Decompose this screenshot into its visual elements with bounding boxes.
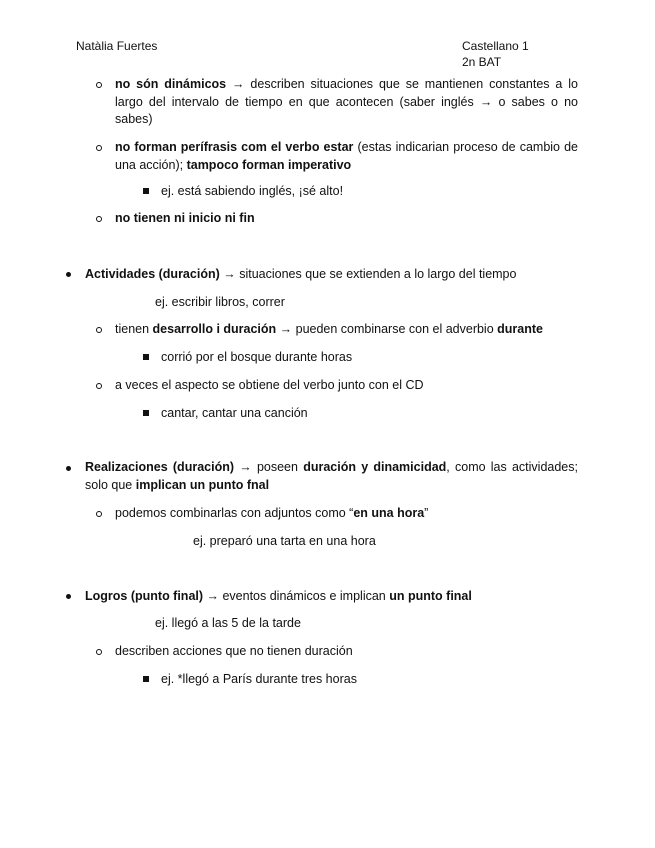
example-text: ej. *llegó a París durante tres horas (161, 672, 357, 686)
example-text: ej. llegó a las 5 de la tarde (155, 616, 301, 630)
bullet-icon (66, 594, 71, 599)
circle-bullet-icon (96, 649, 102, 655)
section-heading: Actividades (duración) → situaciones que se extienden a lo largo del tiempo (85, 267, 517, 281)
bold-term: duración y dinamicidad (303, 460, 447, 474)
list-item: no forman perífrasis com el verbo estar (estas indicarian proceso de cambio de una acción); tampoco forman imperativo (115, 140, 578, 172)
bold-term: Actividades (duración) (85, 267, 220, 281)
bold-term: desarrollo i duración (152, 322, 277, 336)
list-item: tienen desarrollo i duración → pueden combinarse con el adverbio durante (115, 322, 543, 336)
example-text: corrió por el bosque durante horas (161, 350, 353, 364)
circle-bullet-icon (96, 216, 102, 222)
bold-term: implican un punto fnal (135, 477, 270, 492)
list-item: no són dinámicos → describen situaciones que se mantienen constantes a lo largo del intervalo de tiempo en que acontecen (saber inglés → o sabes o no sabes) (115, 77, 579, 126)
bold-term: no tienen ni inicio ni fin (115, 211, 255, 225)
list-item (115, 210, 255, 227)
bullet-icon (66, 466, 71, 471)
section-heading: Realizaciones (duración) → poseen duración y dinamicidad, como las actividades; solo que implican un punto fnal (85, 460, 578, 492)
bold-term: Logros (punto final) (85, 589, 204, 603)
square-bullet-icon (143, 676, 149, 682)
header-course: Castellano 1 (462, 39, 529, 53)
bold-term: Realizaciones (duración) (85, 460, 235, 474)
bold-term: en una hora (353, 506, 425, 520)
example-text: ej. está sabiendo inglés, ¡sé alto! (161, 184, 344, 198)
bold-term: durante (497, 322, 543, 336)
section-heading: Logros (punto final) → eventos dinámicos e implican un punto final (85, 589, 472, 603)
example-text: ej. escribir libros, correr (155, 295, 285, 309)
list-item: describen acciones que no tienen duración (115, 644, 353, 658)
square-bullet-icon (143, 188, 149, 194)
list-item: podemos combinarlas con adjuntos como “en una hora” (115, 506, 429, 520)
square-bullet-icon (143, 354, 149, 360)
circle-bullet-icon (96, 511, 102, 517)
circle-bullet-icon (96, 145, 102, 151)
circle-bullet-icon (96, 383, 102, 389)
bold-term: tampoco forman imperativo (186, 157, 352, 172)
bold-term: no són dinámicos (115, 77, 227, 91)
square-bullet-icon (143, 410, 149, 416)
bold-term: un punto final (389, 589, 472, 603)
example-text: ej. preparó una tarta en una hora (193, 534, 376, 548)
bullet-icon (66, 272, 71, 277)
header-group: 2n BAT (462, 55, 502, 69)
circle-bullet-icon (96, 327, 102, 333)
list-item: a veces el aspecto se obtiene del verbo junto con el CD (115, 378, 424, 392)
circle-bullet-icon (96, 82, 102, 88)
example-text: cantar, cantar una canción (161, 406, 308, 420)
header-author: Natàlia Fuertes (76, 39, 158, 53)
bold-term: no forman perífrasis com el verbo estar (115, 140, 354, 154)
